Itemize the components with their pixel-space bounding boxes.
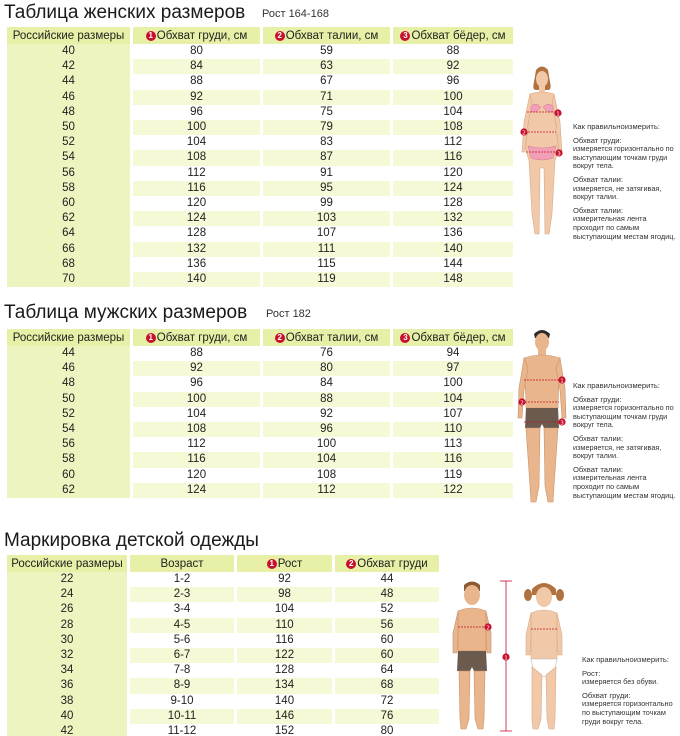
- table-cell: 120: [133, 196, 260, 211]
- kids-measure-notes: [582, 656, 678, 731]
- table-cell: 91: [263, 166, 390, 181]
- man-marker-1: 1: [560, 378, 564, 385]
- table-cell: 44: [335, 572, 439, 587]
- column-header-label: Обхват бёдер, см: [411, 29, 506, 42]
- table-row: [7, 226, 513, 241]
- table-cell: 88: [393, 44, 513, 59]
- marker-number-icon: 1: [146, 31, 156, 41]
- women-size-table: [4, 27, 516, 287]
- table-cell: 50: [7, 120, 130, 135]
- table-cell: 56: [335, 618, 439, 633]
- table-row: [7, 135, 513, 150]
- table-cell: 108: [133, 422, 260, 437]
- table-cell: 116: [393, 452, 513, 467]
- table-cell: 124: [133, 483, 260, 498]
- table-cell: 62: [7, 211, 130, 226]
- table-cell: 80: [335, 724, 439, 736]
- table-cell: 46: [7, 361, 130, 376]
- note-head: Обхват талии:: [573, 174, 624, 184]
- table-cell: 128: [133, 226, 260, 241]
- table-cell: 140: [133, 272, 260, 287]
- column-header-label: Обхват талии, см: [285, 29, 379, 42]
- table-cell: 83: [263, 135, 390, 150]
- table-cell: 54: [7, 422, 130, 437]
- column-header: [133, 27, 260, 44]
- table-cell: 58: [7, 181, 130, 196]
- table-cell: 60: [7, 196, 130, 211]
- table-cell: 80: [263, 361, 390, 376]
- men-size-table: [4, 329, 516, 498]
- table-cell: 112: [133, 437, 260, 452]
- man-marker-3: 3: [560, 420, 564, 427]
- note-head: Рост:: [582, 668, 601, 678]
- table-cell: 99: [263, 196, 390, 211]
- table-cell: 48: [7, 105, 130, 120]
- table-row: [7, 633, 439, 648]
- marker-number-icon: 3: [400, 333, 410, 343]
- column-header-label: Обхват груди, см: [156, 331, 248, 344]
- column-header: [393, 27, 513, 44]
- table-row: [7, 44, 513, 59]
- column-header: [237, 555, 332, 572]
- table-cell: 95: [263, 181, 390, 196]
- table-row: [7, 242, 513, 257]
- table-cell: 97: [393, 361, 513, 376]
- table-cell: 58: [7, 452, 130, 467]
- column-header-label: Обхват груди, см: [156, 29, 248, 42]
- man-figure: [512, 326, 572, 509]
- table-cell: 68: [7, 257, 130, 272]
- table-row: [7, 452, 513, 467]
- table-cell: 111: [263, 242, 390, 257]
- table-cell: 96: [263, 422, 390, 437]
- column-header-label: Возраст: [160, 557, 204, 570]
- table-cell: 140: [237, 694, 332, 709]
- table-row: [7, 602, 439, 617]
- woman-figure: [514, 64, 570, 245]
- women-measure-notes: [573, 123, 677, 246]
- table-row: [7, 105, 513, 120]
- table-cell: 52: [7, 407, 130, 422]
- table-cell: 22: [7, 572, 127, 587]
- table-cell: 103: [263, 211, 390, 226]
- table-row: [7, 572, 439, 587]
- note-text: измеряется без обуви.: [582, 677, 659, 687]
- table-row: [7, 181, 513, 196]
- children-body-icon: [444, 579, 576, 733]
- column-header: [130, 555, 234, 572]
- table-row: [7, 648, 439, 663]
- notes-title: Как правильноизмерить:: [573, 381, 660, 390]
- table-cell: 88: [133, 346, 260, 361]
- table-cell: 116: [237, 633, 332, 648]
- table-cell: 96: [133, 105, 260, 120]
- kids-section: [0, 528, 680, 736]
- table-cell: 115: [263, 257, 390, 272]
- table-cell: 60: [335, 648, 439, 663]
- table-cell: 32: [7, 648, 127, 663]
- table-cell: 62: [7, 483, 130, 498]
- kids-title: Маркировка детской одежды: [4, 530, 259, 551]
- table-cell: 52: [7, 135, 130, 150]
- table-row: [7, 272, 513, 287]
- table-cell: 3-4: [130, 602, 234, 617]
- man-marker-2: 2: [520, 400, 524, 407]
- table-cell: 108: [133, 150, 260, 165]
- table-cell: 76: [263, 346, 390, 361]
- table-cell: 104: [133, 407, 260, 422]
- table-row: [7, 587, 439, 602]
- women-subtitle: Рост 164-168: [262, 8, 329, 20]
- table-cell: 104: [133, 135, 260, 150]
- table-cell: 98: [237, 587, 332, 602]
- kid-marker-1: 1: [504, 655, 508, 662]
- woman-marker-3: 3: [557, 151, 561, 158]
- table-row: [7, 678, 439, 693]
- table-cell: 60: [7, 468, 130, 483]
- table-cell: 59: [263, 44, 390, 59]
- table-cell: 116: [133, 452, 260, 467]
- table-cell: 75: [263, 105, 390, 120]
- table-cell: 7-8: [130, 663, 234, 678]
- table-row: [7, 694, 439, 709]
- column-header-label: Российские размеры: [11, 557, 123, 570]
- table-cell: 119: [393, 468, 513, 483]
- table-row: [7, 663, 439, 678]
- column-header: [393, 329, 513, 346]
- column-header: [263, 329, 390, 346]
- column-header-label: Обхват талии, см: [285, 331, 379, 344]
- marker-number-icon: 1: [146, 333, 156, 343]
- column-header-label: Российские размеры: [12, 29, 125, 42]
- table-cell: 54: [7, 150, 130, 165]
- table-cell: 128: [393, 196, 513, 211]
- table-cell: 113: [393, 437, 513, 452]
- table-cell: 48: [335, 587, 439, 602]
- column-header: [7, 329, 130, 346]
- table-cell: 24: [7, 587, 127, 602]
- table-cell: 108: [263, 468, 390, 483]
- table-cell: 36: [7, 678, 127, 693]
- table-row: [7, 709, 439, 724]
- note-head: Обхват груди:: [573, 394, 622, 404]
- table-cell: 92: [133, 90, 260, 105]
- table-cell: 104: [393, 105, 513, 120]
- table-cell: 104: [393, 392, 513, 407]
- column-header-label: Обхват груди: [357, 557, 428, 570]
- note-head: Обхват талии:: [573, 205, 624, 215]
- marker-number-icon: 2: [275, 333, 285, 343]
- table-cell: 42: [7, 724, 127, 736]
- table-cell: 110: [393, 422, 513, 437]
- table-row: [7, 90, 513, 105]
- table-cell: 124: [393, 181, 513, 196]
- table-cell: 44: [7, 74, 130, 89]
- table-row: [7, 407, 513, 422]
- note-text: измеряется, не затягивая, вокруг талии.: [573, 442, 662, 461]
- table-cell: 38: [7, 694, 127, 709]
- table-cell: 10-11: [130, 709, 234, 724]
- table-row: [7, 257, 513, 272]
- table-cell: 119: [263, 272, 390, 287]
- table-cell: 134: [237, 678, 332, 693]
- men-title: Таблица мужских размеров: [4, 302, 248, 323]
- table-row: [7, 150, 513, 165]
- woman-marker-1: 1: [556, 111, 560, 118]
- table-cell: 136: [393, 226, 513, 241]
- table-cell: 88: [263, 392, 390, 407]
- table-cell: 146: [237, 709, 332, 724]
- table-cell: 2-3: [130, 587, 234, 602]
- table-cell: 84: [263, 376, 390, 391]
- table-cell: 92: [263, 407, 390, 422]
- table-cell: 112: [393, 135, 513, 150]
- woman-body-icon: [514, 64, 570, 240]
- marker-number-icon: 2: [346, 559, 356, 569]
- table-cell: 104: [237, 602, 332, 617]
- table-cell: 28: [7, 618, 127, 633]
- note-text: измеряется горизонтально по выступающим точкам груди вокруг тела.: [573, 403, 674, 430]
- note-text: измеряется горизонтально по выступающим точкам груди вокруг тела.: [573, 144, 674, 171]
- note-head: Обхват груди:: [573, 135, 622, 145]
- table-cell: 112: [133, 166, 260, 181]
- table-cell: 107: [393, 407, 513, 422]
- table-cell: 107: [263, 226, 390, 241]
- notes-title: Как правильноизмерить:: [573, 122, 660, 131]
- column-header-label: Рост: [277, 557, 303, 570]
- table-cell: 94: [393, 346, 513, 361]
- table-row: [7, 346, 513, 361]
- table-row: [7, 437, 513, 452]
- table-cell: 112: [263, 483, 390, 498]
- table-cell: 96: [133, 376, 260, 391]
- note-head: Обхват груди:: [582, 690, 631, 700]
- note-text: измерительная лента проходит по самым выступающим местам ягодиц.: [573, 473, 676, 500]
- man-body-icon: [512, 326, 572, 504]
- column-header: [263, 27, 390, 44]
- column-header-label: Российские размеры: [12, 331, 125, 344]
- table-cell: 116: [133, 181, 260, 196]
- table-cell: 56: [7, 166, 130, 181]
- table-cell: 116: [393, 150, 513, 165]
- table-cell: 80: [133, 44, 260, 59]
- column-header: [335, 555, 439, 572]
- table-cell: 148: [393, 272, 513, 287]
- table-cell: 42: [7, 59, 130, 74]
- table-row: [7, 120, 513, 135]
- marker-number-icon: 1: [267, 559, 277, 569]
- table-cell: 92: [133, 361, 260, 376]
- table-row: [7, 59, 513, 74]
- column-header: [133, 329, 260, 346]
- table-cell: 100: [393, 90, 513, 105]
- table-cell: 34: [7, 663, 127, 678]
- table-cell: 128: [237, 663, 332, 678]
- table-cell: 144: [393, 257, 513, 272]
- table-cell: 110: [237, 618, 332, 633]
- table-cell: 104: [263, 452, 390, 467]
- table-cell: 60: [335, 633, 439, 648]
- table-cell: 1-2: [130, 572, 234, 587]
- table-cell: 40: [7, 709, 127, 724]
- table-cell: 44: [7, 346, 130, 361]
- table-cell: 6-7: [130, 648, 234, 663]
- note-head: Обхват талии:: [573, 464, 624, 474]
- table-cell: 140: [393, 242, 513, 257]
- table-cell: 66: [7, 242, 130, 257]
- marker-number-icon: 3: [400, 31, 410, 41]
- table-row: [7, 211, 513, 226]
- kids-size-table: [4, 555, 442, 736]
- table-cell: 122: [393, 483, 513, 498]
- table-row: [7, 618, 439, 633]
- table-cell: 132: [393, 211, 513, 226]
- note-text: измерительная лента проходит по самым выступающим местам ягодиц.: [573, 214, 676, 241]
- table-cell: 11-12: [130, 724, 234, 736]
- table-cell: 4-5: [130, 618, 234, 633]
- table-cell: 108: [393, 120, 513, 135]
- note-head: Обхват талии:: [573, 433, 624, 443]
- table-row: [7, 724, 439, 736]
- table-row: [7, 422, 513, 437]
- table-cell: 64: [335, 663, 439, 678]
- table-row: [7, 74, 513, 89]
- table-cell: 67: [263, 74, 390, 89]
- column-header-label: Обхват бёдер, см: [411, 331, 506, 344]
- table-cell: 56: [7, 437, 130, 452]
- table-cell: 136: [133, 257, 260, 272]
- table-cell: 132: [133, 242, 260, 257]
- marker-number-icon: 2: [275, 31, 285, 41]
- table-cell: 100: [133, 120, 260, 135]
- table-row: [7, 392, 513, 407]
- table-row: [7, 196, 513, 211]
- table-cell: 87: [263, 150, 390, 165]
- table-cell: 48: [7, 376, 130, 391]
- table-cell: 8-9: [130, 678, 234, 693]
- table-row: [7, 166, 513, 181]
- table-cell: 64: [7, 226, 130, 241]
- table-cell: 120: [133, 468, 260, 483]
- table-cell: 63: [263, 59, 390, 74]
- table-cell: 92: [237, 572, 332, 587]
- men-subtitle: Рост 182: [266, 308, 311, 320]
- table-row: [7, 483, 513, 498]
- table-cell: 100: [133, 392, 260, 407]
- table-cell: 70: [7, 272, 130, 287]
- note-text: измеряется, не затягивая, вокруг талии.: [573, 183, 662, 202]
- table-cell: 122: [237, 648, 332, 663]
- table-cell: 30: [7, 633, 127, 648]
- table-cell: 84: [133, 59, 260, 74]
- table-cell: 76: [335, 709, 439, 724]
- woman-marker-2: 2: [522, 130, 526, 137]
- notes-title: Как правильноизмерить:: [582, 655, 669, 664]
- table-cell: 71: [263, 90, 390, 105]
- column-header: [7, 555, 127, 572]
- table-row: [7, 468, 513, 483]
- table-row: [7, 361, 513, 376]
- table-cell: 9-10: [130, 694, 234, 709]
- table-cell: 100: [393, 376, 513, 391]
- note-text: измеряется горизонтально по выступающим точкам груди вокруг тела.: [582, 699, 673, 726]
- table-cell: 40: [7, 44, 130, 59]
- women-section: [0, 0, 680, 290]
- table-cell: 5-6: [130, 633, 234, 648]
- boy-marker-2: 2: [486, 625, 490, 632]
- column-header: [7, 27, 130, 44]
- table-cell: 120: [393, 166, 513, 181]
- women-title: Таблица женских размеров: [4, 2, 246, 23]
- table-cell: 79: [263, 120, 390, 135]
- table-cell: 50: [7, 392, 130, 407]
- table-cell: 124: [133, 211, 260, 226]
- kids-figure: [444, 579, 576, 736]
- table-cell: 92: [393, 59, 513, 74]
- men-measure-notes: [573, 382, 677, 505]
- table-cell: 68: [335, 678, 439, 693]
- table-cell: 88: [133, 74, 260, 89]
- table-cell: 46: [7, 90, 130, 105]
- table-cell: 26: [7, 602, 127, 617]
- table-row: [7, 376, 513, 391]
- table-cell: 152: [237, 724, 332, 736]
- table-cell: 96: [393, 74, 513, 89]
- table-cell: 72: [335, 694, 439, 709]
- table-cell: 52: [335, 602, 439, 617]
- table-cell: 100: [263, 437, 390, 452]
- men-section: [0, 300, 680, 500]
